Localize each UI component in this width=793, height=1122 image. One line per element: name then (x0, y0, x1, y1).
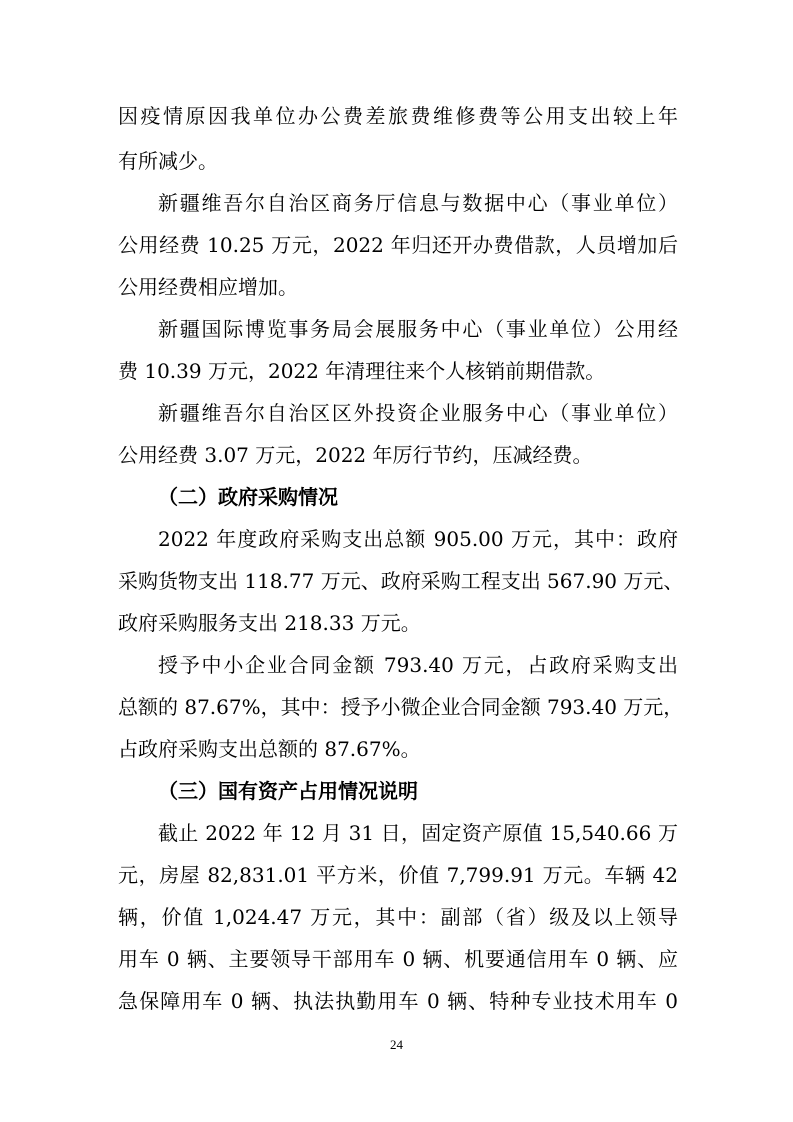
paragraph-assets-line-5: 急保障用车 0 辆、执法执勤用车 0 辆、特种专业技术用车 0 (118, 989, 678, 1013)
paragraph-info-center-line-1: 新疆维吾尔自治区商务厅信息与数据中心（事业单位） (158, 191, 678, 215)
paragraph-investment-center-line-1: 新疆维吾尔自治区区外投资企业服务中心（事业单位） (158, 401, 678, 425)
page-number: 24 (390, 1037, 403, 1052)
paragraph-info-center-line-3: 公用经费相应增加。 (118, 275, 298, 299)
paragraph-investment-center-line-2: 公用经费 3.07 万元，2022 年厉行节约，压减经费。 (118, 443, 593, 467)
paragraph-expo-center-line-1: 新疆国际博览事务局会展服务中心（事业单位）公用经 (158, 317, 678, 341)
paragraph-procurement-total-line-1: 2022 年度政府采购支出总额 905.00 万元，其中：政府 (158, 527, 678, 551)
paragraph-info-center-line-2: 公用经费 10.25 万元，2022 年归还开办费借款，人员增加后 (118, 233, 678, 257)
paragraph-public-reduction-line-2: 有所减少。 (118, 149, 218, 173)
paragraph-assets-line-3: 辆，价值 1,024.47 万元，其中：副部（省）级及以上领导 (118, 905, 678, 929)
paragraph-assets-line-4: 用车 0 辆、主要领导干部用车 0 辆、机要通信用车 0 辆、应 (118, 947, 678, 971)
paragraph-sme-contracts-line-3: 占政府采购支出总额的 87.67%。 (118, 737, 421, 761)
paragraph-sme-contracts-line-1: 授予中小企业合同金额 793.40 万元，占政府采购支出 (158, 653, 678, 677)
paragraph-assets-line-1: 截止 2022 年 12 月 31 日，固定资产原值 15,540.66 万 (158, 821, 678, 845)
paragraph-procurement-total-line-2: 采购货物支出 118.77 万元、政府采购工程支出 567.90 万元、 (118, 569, 684, 593)
paragraph-sme-contracts-line-2: 总额的 87.67%，其中：授予小微企业合同金额 793.40 万元， (118, 695, 684, 719)
paragraph-assets-line-2: 元，房屋 82,831.01 平方米，价值 7,799.91 万元。车辆 42 (118, 863, 678, 887)
paragraph-public-reduction-line-1: 因疫情原因我单位办公费差旅费维修费等公用支出较上年 (118, 104, 678, 128)
paragraph-procurement-total-line-3: 政府采购服务支出 218.33 万元。 (118, 611, 421, 635)
section-heading-procurement: （二）政府采购情况 (158, 485, 338, 509)
section-heading-assets: （三）国有资产占用情况说明 (158, 779, 418, 803)
paragraph-expo-center-line-2: 费 10.39 万元，2022 年清理往来个人核销前期借款。 (118, 359, 606, 383)
